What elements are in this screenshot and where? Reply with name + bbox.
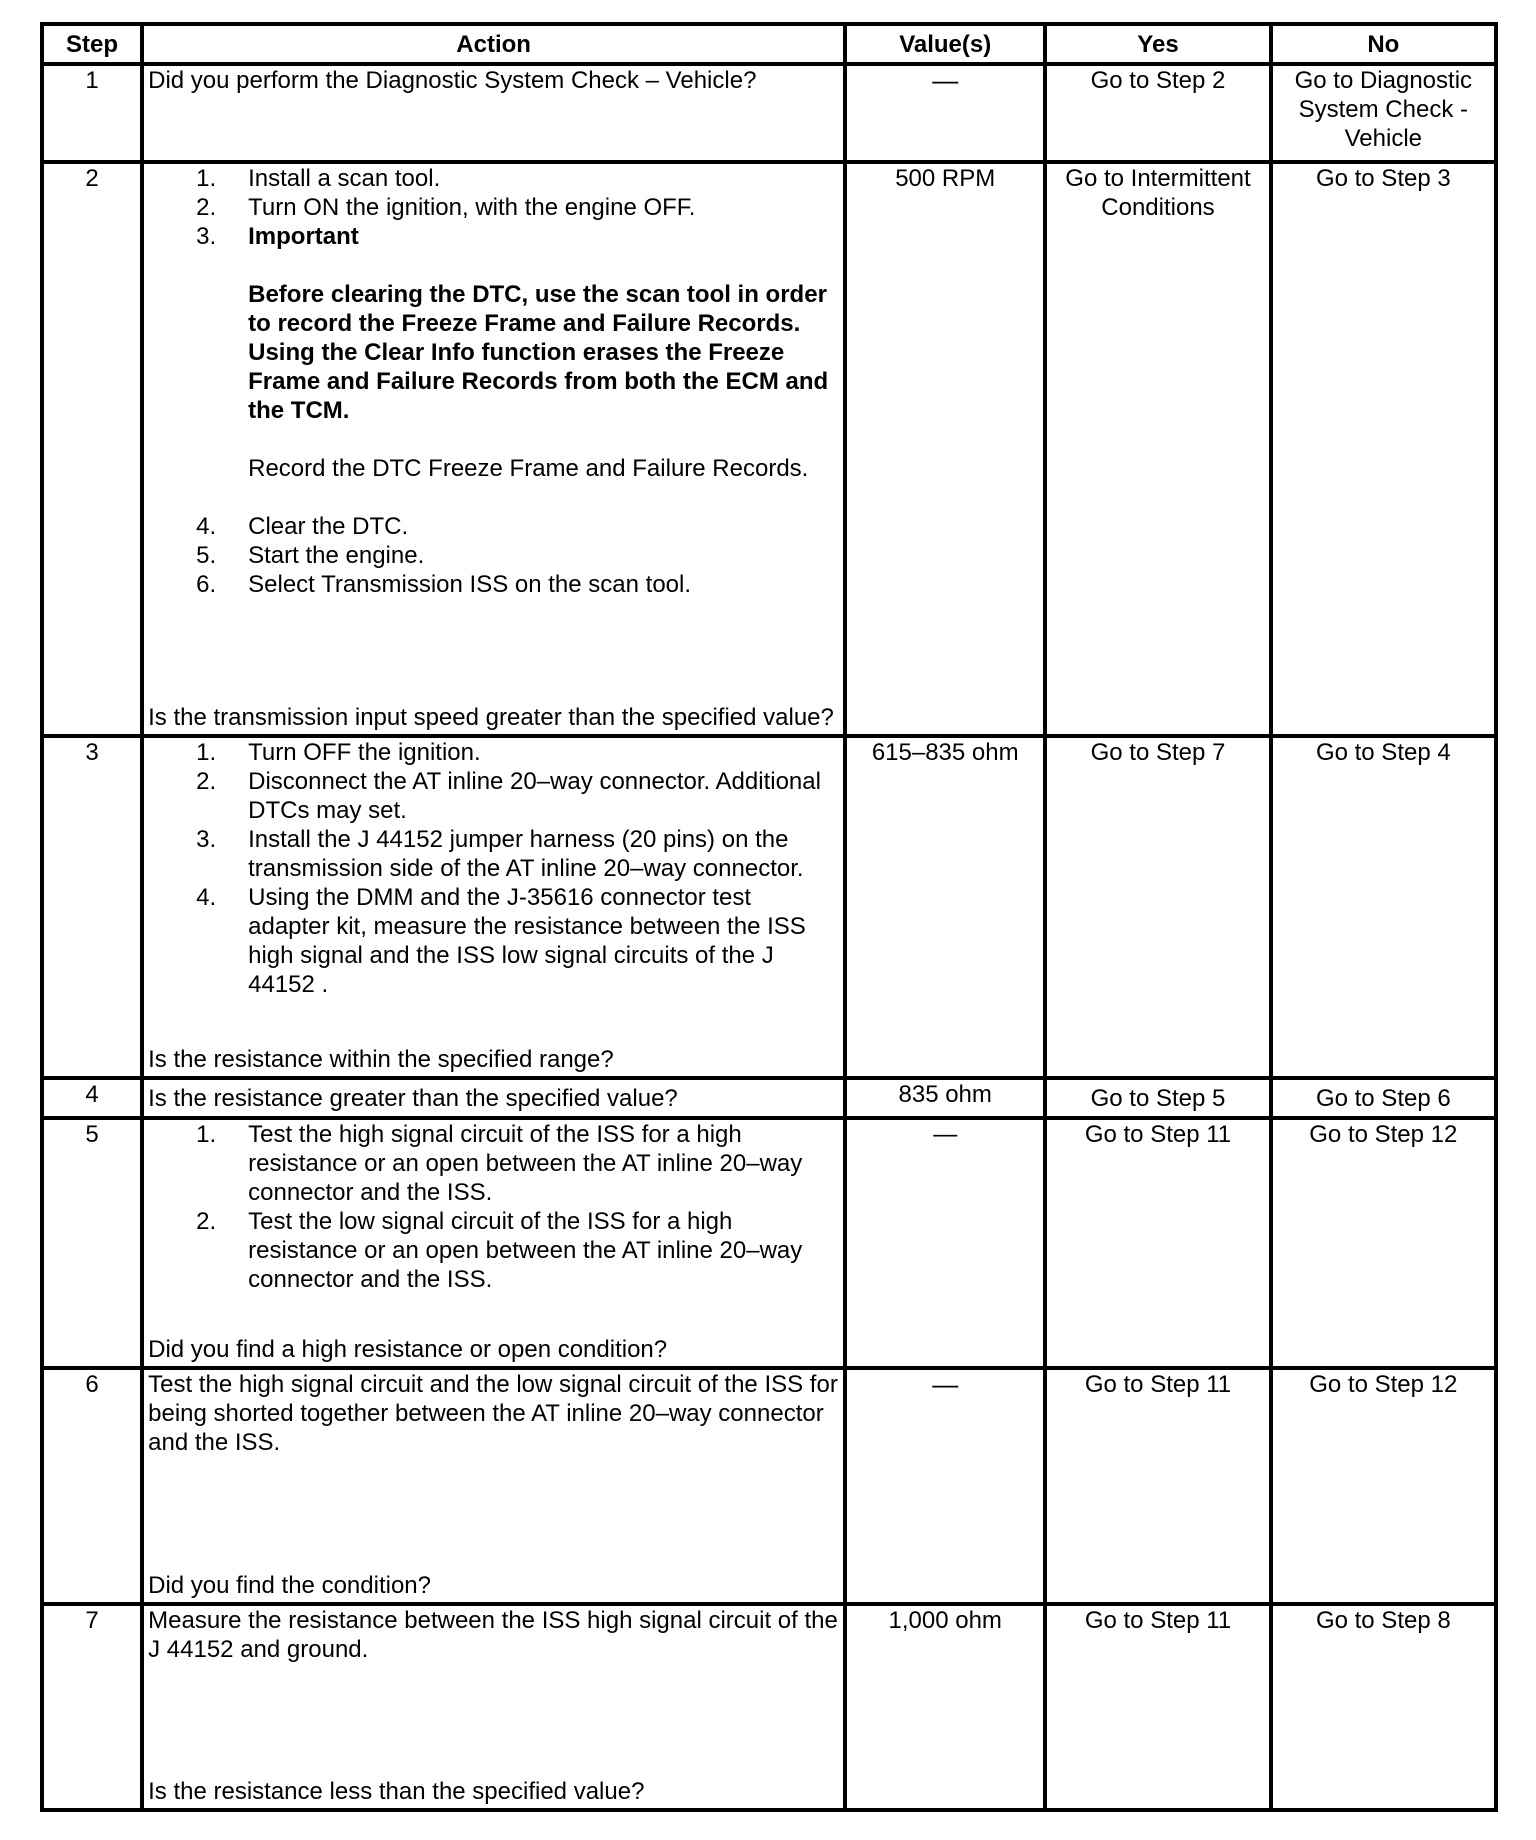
value-cell: — bbox=[845, 1118, 1045, 1368]
action-cell bbox=[142, 736, 845, 1078]
header-no: No bbox=[1271, 24, 1496, 64]
table-row bbox=[42, 1078, 1496, 1118]
no-cell: Go to Step 4 bbox=[1271, 736, 1496, 1078]
step-number: 7 bbox=[42, 1604, 142, 1810]
no-cell: Go to Step 8 bbox=[1271, 1604, 1496, 1810]
yes-cell: Go to Intermittent Conditions bbox=[1045, 162, 1270, 736]
no-cell: Go to Diagnostic System Check - Vehicle bbox=[1271, 64, 1496, 162]
action-question: Is the transmission input speed greater than the specified value? bbox=[148, 704, 834, 731]
list-item: 1. Install a scan tool. bbox=[196, 165, 441, 192]
action-text: Test the high signal circuit and the low signal circuit of the ISS for being shorted together between the AT inline 20–way connector and the ISS. bbox=[148, 1371, 838, 1456]
yes-cell: Go to Step 11 bbox=[1045, 1368, 1270, 1604]
action-question: Did you find a high resistance or open condition? bbox=[148, 1336, 668, 1363]
action-question: Is the resistance less than the specified value? bbox=[148, 1778, 645, 1805]
action-list bbox=[148, 738, 839, 999]
value-cell: — bbox=[845, 1368, 1045, 1604]
no-cell: Go to Step 12 bbox=[1271, 1118, 1496, 1368]
list-item: 4. Using the DMM and the J-35616 connector test adapter kit, measure the resistance between the ISS high signal and the ISS low signal circuits of the J 44152 . bbox=[196, 884, 806, 998]
value-cell: 500 RPM bbox=[845, 162, 1045, 736]
action-cell bbox=[142, 162, 845, 736]
list-item: 2. Disconnect the AT inline 20–way connector. Additional DTCs may set. bbox=[196, 768, 821, 824]
header-action: Action bbox=[142, 24, 845, 64]
action-question: Did you find the condition? bbox=[148, 1572, 431, 1599]
important-label: Important bbox=[248, 223, 359, 250]
header-step: Step bbox=[42, 24, 142, 64]
action-text: Measure the resistance between the ISS high signal circuit of the J 44152 and ground. bbox=[148, 1607, 838, 1663]
list-item: 3. Important bbox=[196, 223, 359, 250]
table-row bbox=[42, 736, 1496, 1078]
yes-cell: Go to Step 11 bbox=[1045, 1118, 1270, 1368]
step-number: 1 bbox=[42, 64, 142, 162]
step-number: 5 bbox=[42, 1118, 142, 1368]
action-text: Did you perform the Diagnostic System Check – Vehicle? bbox=[148, 67, 757, 94]
header-row bbox=[42, 24, 1496, 64]
value-cell: 835 ohm bbox=[845, 1078, 1045, 1118]
header-values: Value(s) bbox=[845, 24, 1045, 64]
list-item: 2. Test the low signal circuit of the ISS for a high resistance or an open between the AT inline 20–way connector and the ISS. bbox=[196, 1208, 803, 1293]
action-question: Is the resistance within the specified range? bbox=[148, 1046, 614, 1073]
action-cell bbox=[142, 1604, 845, 1810]
table-row bbox=[42, 1604, 1496, 1810]
value-cell: 615–835 ohm bbox=[845, 736, 1045, 1078]
list-item: 1. Turn OFF the ignition. bbox=[196, 739, 481, 766]
list-item: 1. Test the high signal circuit of the ISS for a high resistance or an open between the AT inline 20–way connector and the ISS. bbox=[196, 1121, 803, 1206]
step-number: 6 bbox=[42, 1368, 142, 1604]
yes-cell: Go to Step 7 bbox=[1045, 736, 1270, 1078]
action-cell bbox=[142, 1368, 845, 1604]
no-cell: Go to Step 6 bbox=[1271, 1078, 1496, 1118]
header-yes: Yes bbox=[1045, 24, 1270, 64]
action-list bbox=[148, 512, 839, 599]
step-number: 2 bbox=[42, 162, 142, 736]
action-text: Is the resistance greater than the specified value? bbox=[142, 1078, 845, 1118]
value-cell: — bbox=[845, 64, 1045, 162]
step-number: 4 bbox=[42, 1078, 142, 1118]
yes-cell: Go to Step 11 bbox=[1045, 1604, 1270, 1810]
yes-cell: Go to Step 2 bbox=[1045, 64, 1270, 162]
no-cell: Go to Step 3 bbox=[1271, 162, 1496, 736]
table-row bbox=[42, 162, 1496, 736]
diagnostic-table bbox=[40, 22, 1498, 1812]
table-row bbox=[42, 1368, 1496, 1604]
value-cell: 1,000 ohm bbox=[845, 1604, 1045, 1810]
table-row bbox=[42, 64, 1496, 162]
important-note: Before clearing the DTC, use the scan tool in order to record the Freeze Frame and Failure Records. Using the Clear Info function erases the Freeze Frame and Failure Records from both the ECM and the TCM. bbox=[248, 281, 829, 424]
step-number: 3 bbox=[42, 736, 142, 1078]
action-cell bbox=[142, 1118, 845, 1368]
yes-cell: Go to Step 5 bbox=[1045, 1078, 1270, 1118]
list-item: 5. Start the engine. bbox=[196, 542, 425, 569]
list-item: 6. Select Transmission ISS on the scan tool. bbox=[196, 571, 692, 598]
action-list bbox=[148, 1120, 839, 1294]
action-cell bbox=[142, 64, 845, 162]
record-note: Record the DTC Freeze Frame and Failure Records. bbox=[248, 455, 809, 482]
action-list bbox=[148, 164, 839, 251]
list-item: 2. Turn ON the ignition, with the engine OFF. bbox=[196, 194, 696, 221]
table-row bbox=[42, 1118, 1496, 1368]
no-cell: Go to Step 12 bbox=[1271, 1368, 1496, 1604]
list-item: 4. Clear the DTC. bbox=[196, 513, 409, 540]
list-item: 3. Install the J 44152 jumper harness (20 pins) on the transmission side of the AT inline 20–way connector. bbox=[196, 826, 804, 882]
